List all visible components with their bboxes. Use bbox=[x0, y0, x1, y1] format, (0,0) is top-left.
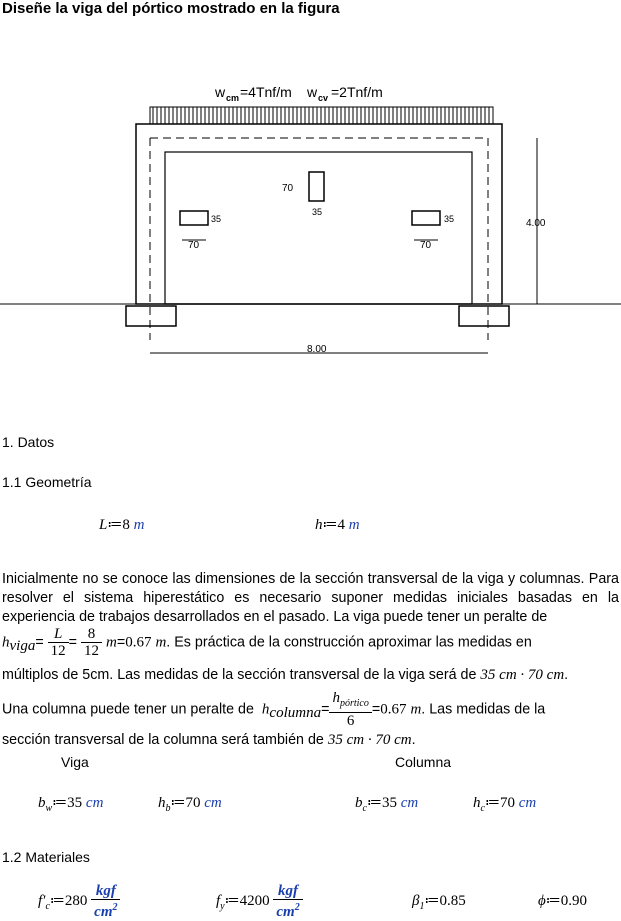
fraction-8-12 bbox=[81, 626, 102, 659]
frac-num-subscript: pórtico bbox=[339, 698, 369, 709]
paragraph-intro: Inicialmente no se conoce las dimensiones de la sección transversal de la viga y columnas. Para resolver el sistema hiperestático es necesario suponer medidas iniciales basadas en la experiencia de trabajos desarrollados en el pasado. La viga puede tener un peralte de bbox=[2, 571, 619, 625]
hc-definition: $h_c≔70$ cm bbox=[473, 795, 537, 814]
hcol-subscript: columna bbox=[269, 705, 322, 722]
hviga-result-unit: m bbox=[155, 634, 167, 651]
frac-num-symbol: h bbox=[332, 690, 340, 706]
section-geometria: 1.1 Geometría bbox=[2, 474, 92, 490]
label-columna: Columna bbox=[395, 754, 452, 770]
hcol-symbol: h bbox=[261, 701, 270, 718]
beam-section-height-label: 70 bbox=[282, 183, 294, 194]
fc-definition: $f'_c≔280$ $\frac{\text{kgf}}{cm^2}$ bbox=[38, 883, 120, 920]
span-dimension-label: 8.00 bbox=[307, 344, 327, 355]
left-footing bbox=[126, 306, 176, 326]
beam-section-width-label: 35 bbox=[312, 207, 323, 217]
frac-denominator: 12 bbox=[84, 643, 100, 659]
hviga-line bbox=[2, 626, 619, 659]
paragraph-columna: Una columna puede tener un peralte de bbox=[2, 701, 254, 718]
load-cv-value: =2Tnf/m bbox=[331, 84, 383, 100]
paragraph-columna-end: . Las medidas de la bbox=[421, 701, 546, 718]
h-value: 4 bbox=[337, 517, 345, 533]
hcol-line: Una columna puede tener un peralte de $h_{columna}=$ $\frac{h_{pórtico}}{6}$ =0.67 m. Las medidas de la bbox=[2, 690, 546, 729]
hcol-result-unit: m bbox=[410, 701, 422, 718]
right-column-section bbox=[412, 211, 440, 225]
load-cm-symbol: w bbox=[215, 84, 226, 100]
para2-text: múltiplos de 5cm. Las medidas de la sección transversal de la viga será de bbox=[2, 667, 477, 683]
right-section-70-label: 70 bbox=[420, 240, 432, 251]
load-cv-symbol: w bbox=[307, 84, 318, 100]
load-cm-value: =4Tnf/m bbox=[240, 84, 292, 100]
h-unit: m bbox=[348, 517, 360, 533]
height-dimension-label: 4.00 bbox=[526, 218, 546, 229]
hviga-result: 0.67 bbox=[125, 634, 152, 651]
L-unit: m bbox=[133, 517, 145, 533]
section-materiales: 1.2 Materiales bbox=[2, 849, 90, 865]
hviga-unit: m bbox=[106, 634, 117, 651]
page-title: Diseñe la viga del pórtico mostrado en la figura bbox=[2, 0, 340, 17]
section-datos: 1. Datos bbox=[2, 434, 55, 450]
frame-opening bbox=[165, 152, 472, 304]
phi-definition: ϕ≔0.90 bbox=[538, 893, 588, 909]
para2-start: . Es práctica de la construcción aproximar las medidas en bbox=[166, 634, 532, 651]
load-cm-subscript: cm bbox=[226, 93, 240, 103]
load-cv-subscript: cv bbox=[318, 93, 329, 103]
frac-denominator: 6 bbox=[346, 713, 355, 729]
fraction-L-12 bbox=[48, 626, 69, 659]
left-column-section bbox=[180, 211, 208, 225]
label-viga: Viga bbox=[61, 754, 89, 770]
fy-definition: $f_y≔4200$ $\frac{\text{kgf}}{cm^2}$ bbox=[216, 883, 303, 920]
left-section-70-label: 70 bbox=[188, 240, 200, 251]
h-symbol: h bbox=[315, 517, 323, 533]
fraction-h-6 bbox=[329, 690, 371, 729]
right-section-35-label: 35 bbox=[444, 214, 455, 224]
bw-definition: $b_w≔35$ cm bbox=[38, 795, 104, 814]
equals: = bbox=[68, 634, 78, 651]
equals: = bbox=[116, 634, 126, 651]
hb-definition: $h_b≔70$ cm bbox=[158, 795, 222, 814]
L-symbol: L bbox=[99, 517, 108, 533]
assign-op: ≔ bbox=[107, 517, 123, 533]
beam-section bbox=[309, 172, 324, 201]
paragraph-viga-dims: múltiplos de 5cm. Las medidas de la sección transversal de la viga será de 35 cm · 70 cm. bbox=[2, 667, 569, 683]
paragraph-col-dims: sección transversal de la columna será también de 35 cm · 70 cm. bbox=[2, 732, 416, 748]
column-dimensions: 35 cm · 70 cm bbox=[327, 732, 412, 748]
frac-numerator: L bbox=[48, 626, 69, 643]
hviga-symbol: h bbox=[2, 634, 10, 651]
beta-definition: $\beta_1≔0.85$ bbox=[412, 893, 466, 912]
load-hatch bbox=[153, 107, 489, 124]
right-footing bbox=[459, 306, 509, 326]
assign-op: ≔ bbox=[322, 517, 338, 533]
hcol-result: 0.67 bbox=[380, 701, 407, 718]
frame-figure bbox=[0, 78, 621, 363]
h-definition bbox=[315, 515, 360, 534]
L-value: 8 bbox=[122, 517, 130, 533]
L-definition bbox=[99, 515, 144, 534]
para4-text: sección transversal de la columna será también de bbox=[2, 732, 324, 748]
equals: = bbox=[35, 634, 44, 651]
frac-denominator: 12 bbox=[50, 643, 66, 659]
hviga-subscript: viga bbox=[9, 638, 36, 655]
frac-numerator: 8 bbox=[81, 626, 102, 643]
left-section-35-label: 35 bbox=[211, 214, 222, 224]
viga-dimensions: 35 cm · 70 cm bbox=[480, 667, 565, 683]
bc-definition: $b_c≔35$ cm bbox=[355, 795, 419, 814]
